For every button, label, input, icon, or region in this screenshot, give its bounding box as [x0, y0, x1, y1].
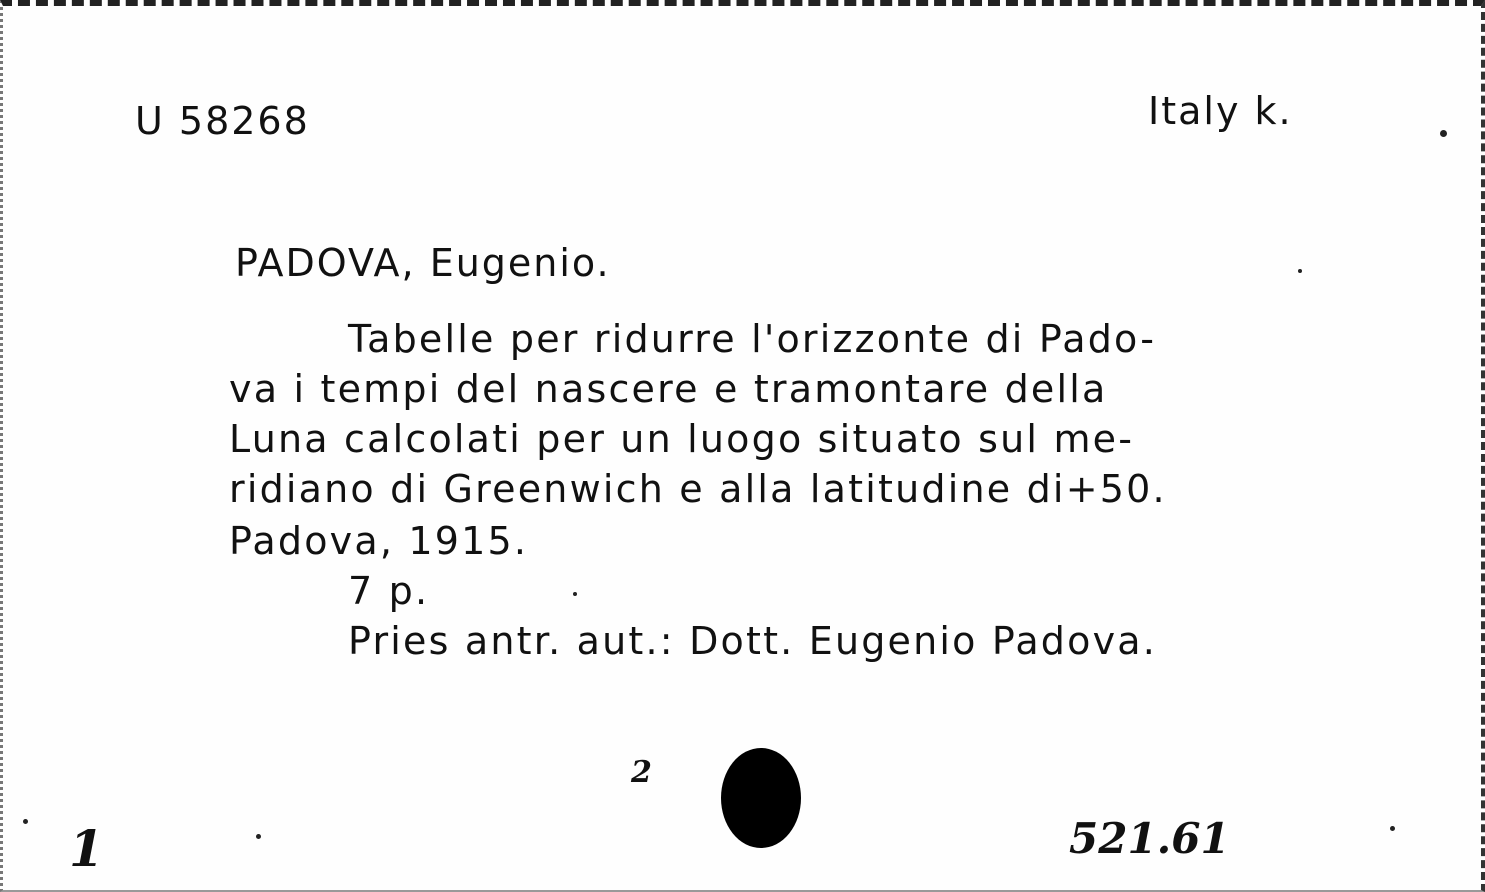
speck — [1298, 269, 1302, 273]
speck — [1440, 130, 1447, 137]
speck — [573, 592, 577, 596]
author-heading: PADOVA, Eugenio. — [235, 241, 611, 285]
title-line-2: va i tempi del nascere e tramontare della — [229, 367, 1108, 411]
pagination: 7 p. — [348, 569, 430, 613]
title-line-5: Padova, 1915. — [229, 519, 529, 563]
title-line-1: Tabelle per ridurre l'orizzonte di Pado- — [348, 317, 1157, 361]
collection-note: Italy k. — [1148, 89, 1293, 133]
title-line-3: Luna calcolati per un luogo situato sul me- — [229, 417, 1135, 461]
classification-number: 521.61 — [1069, 814, 1230, 863]
punch-hole — [721, 748, 801, 848]
call-number: U 58268 — [135, 99, 310, 143]
provenance-note: Pries antr. aut.: Dott. Eugenio Padova. — [348, 619, 1158, 663]
handwritten-mark-center: 2 — [631, 755, 654, 790]
handwritten-number-left: 1 — [69, 819, 106, 878]
speck — [1390, 826, 1395, 831]
speck — [256, 834, 261, 839]
speck — [23, 819, 28, 824]
title-line-4: ridiano di Greenwich e alla latitudine di+50. — [229, 467, 1167, 511]
